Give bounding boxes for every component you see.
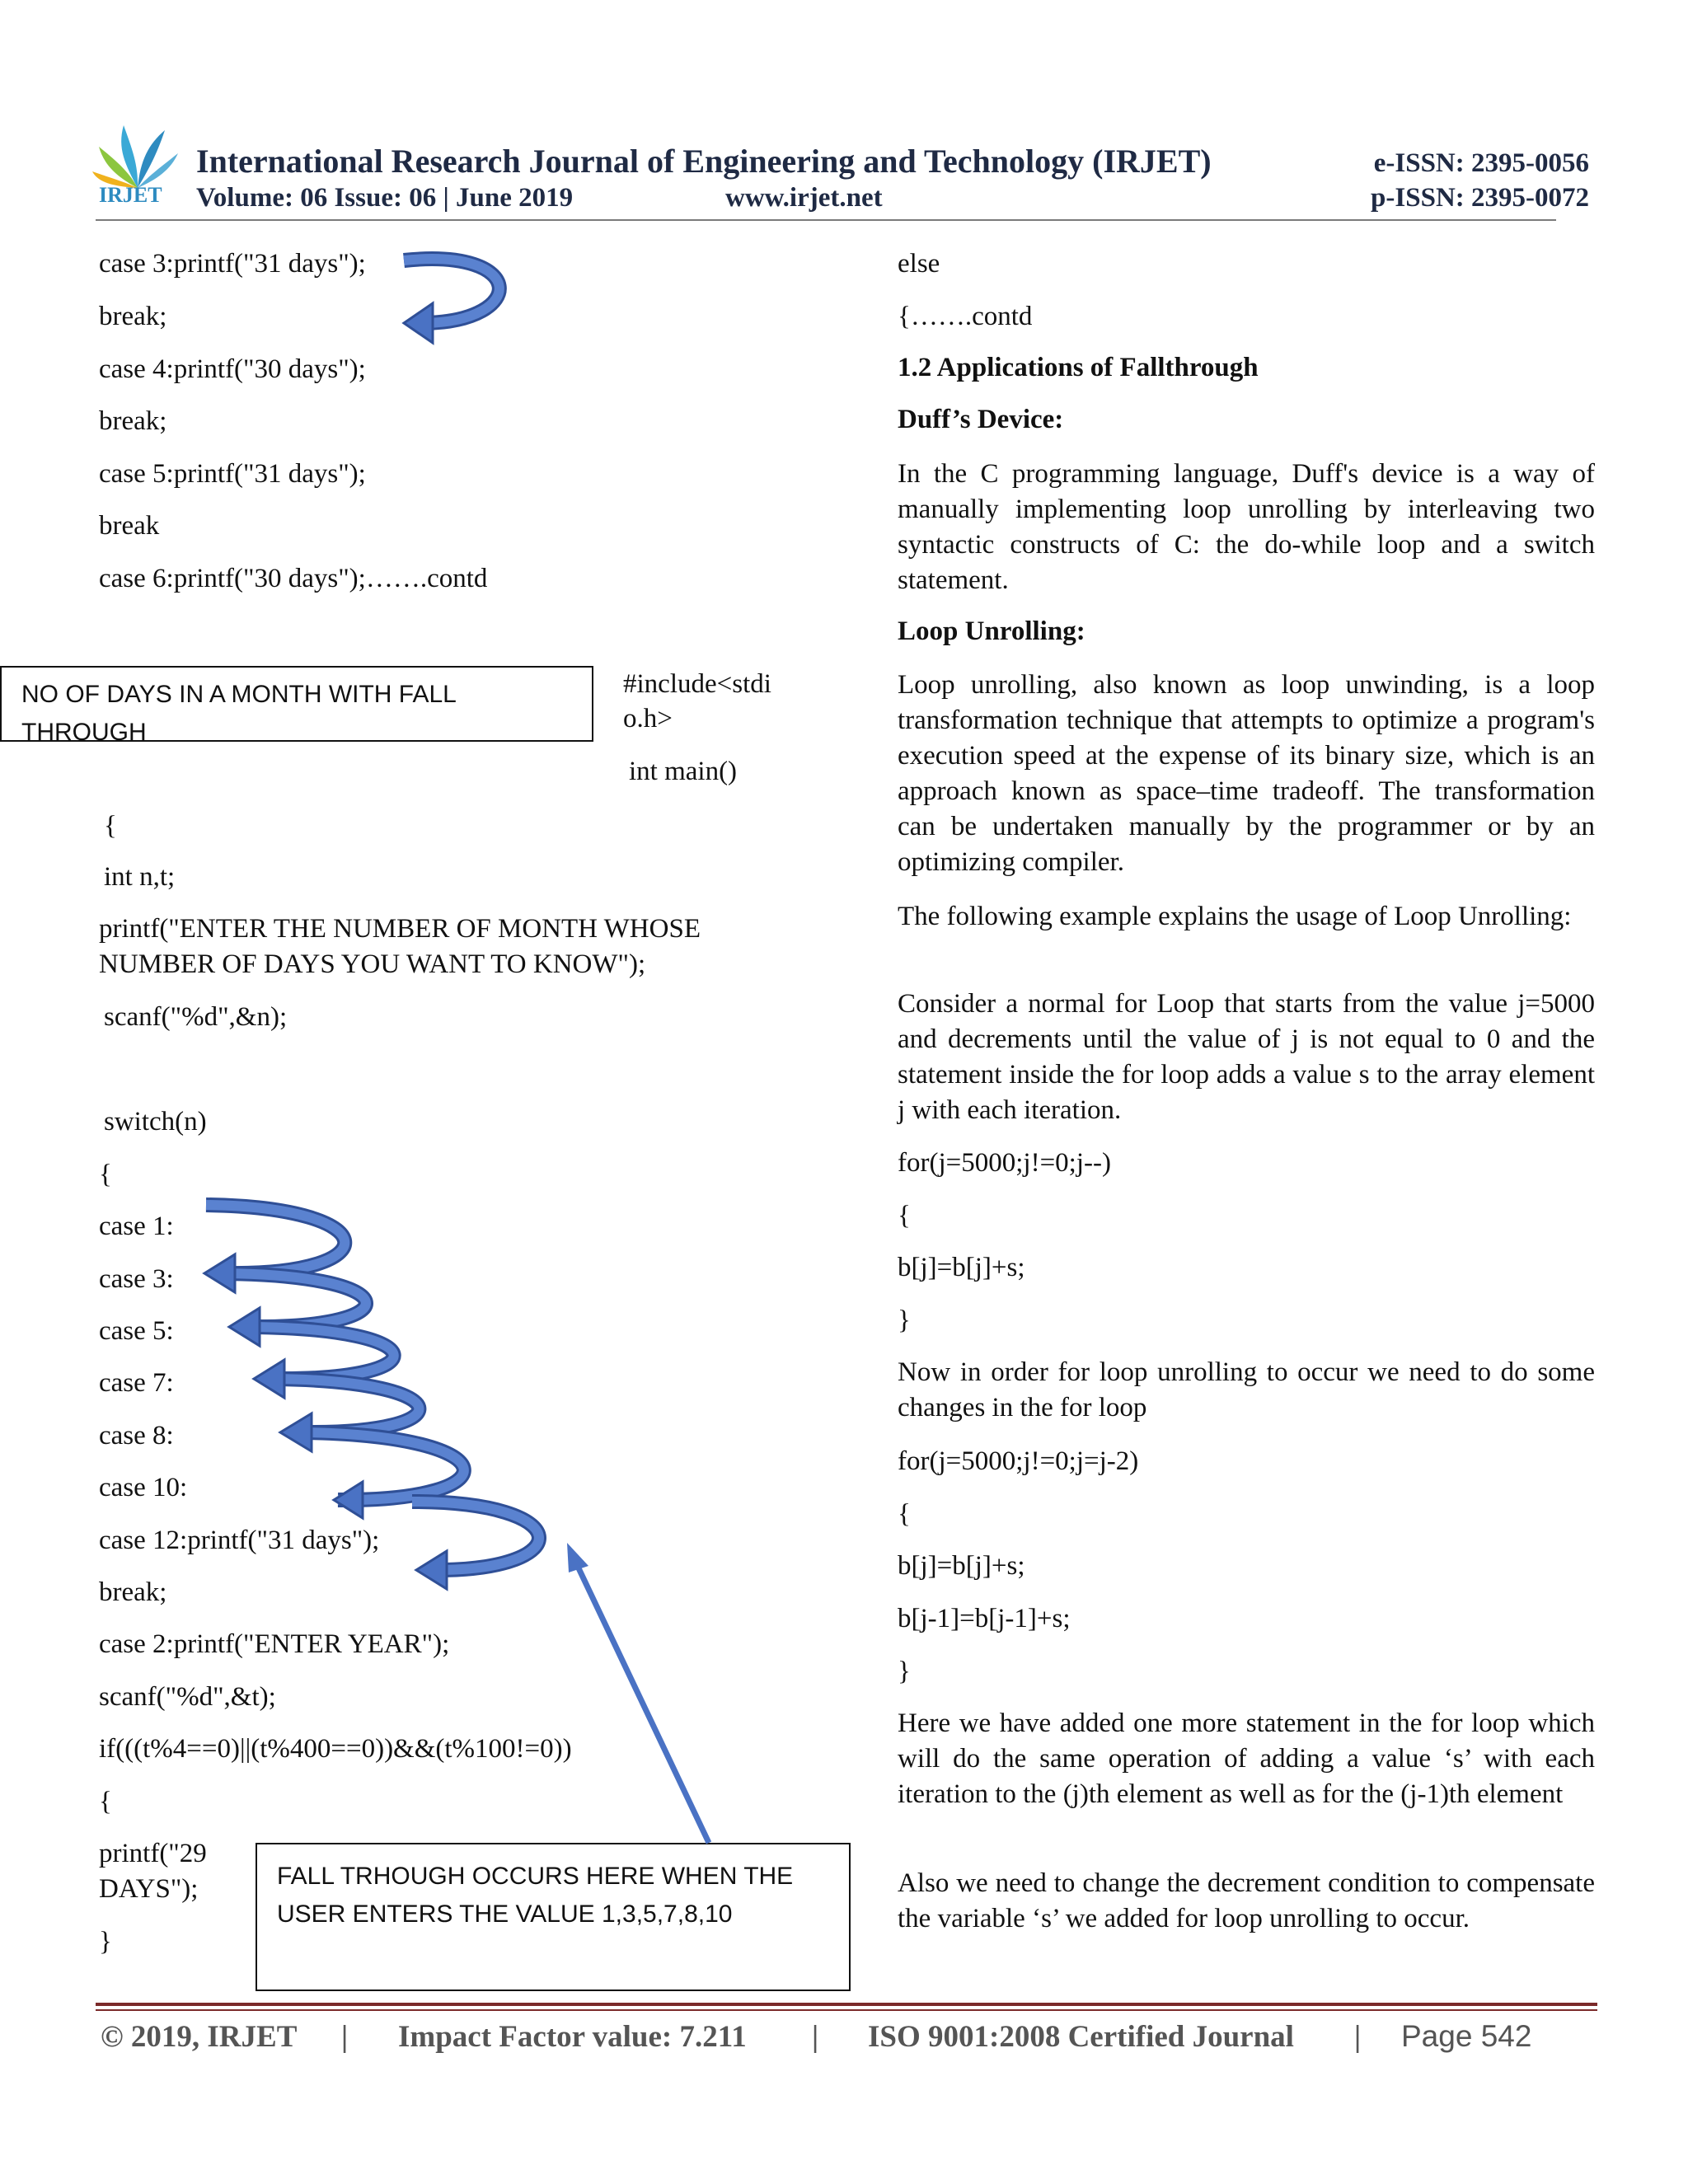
code-line: {	[104, 811, 117, 841]
code-line: break	[99, 511, 160, 541]
code-line: if(((t%4==0)||(t%400==0))&&(t%100!=0))	[99, 1734, 572, 1764]
code-line: scanf("%d",&t);	[99, 1682, 276, 1712]
code-line: scanf("%d",&n);	[104, 1002, 288, 1032]
eissn: e-ISSN: 2395-0056	[1373, 148, 1589, 178]
code-line: for(j=5000;j!=0;j--)	[898, 1148, 1111, 1178]
code-line: case 3:printf("31 days");	[99, 249, 366, 279]
code-line: else	[898, 249, 940, 279]
subsection-heading: Loop Unrolling:	[898, 616, 1085, 646]
footer	[0, 2019, 1688, 2069]
code-line: }	[898, 1305, 911, 1335]
code-line: }	[898, 1657, 911, 1686]
include-line: o.h>	[623, 704, 673, 733]
code-line: case 5:printf("31 days");	[99, 459, 366, 489]
code-line: switch(n)	[104, 1107, 207, 1137]
footer-impact-factor: Impact Factor value: 7.211	[398, 2020, 747, 2054]
code-line: {	[898, 1499, 911, 1529]
diagram-title-text: NO OF DAYS IN A MONTH WITH FALL THROUGH	[21, 681, 456, 746]
pointer-arrow-icon	[567, 1543, 709, 1843]
footer-separator: |	[1354, 2020, 1362, 2054]
paragraph: Loop unrolling, also known as loop unwinding, is a loop transformation technique that attempts to optimize a program's execution speed at the expense of its binary size, which is an approach known as space–time tradeoff. The transformation can be undertaken manually by the programmer or by an optimizing compiler.	[898, 670, 1595, 877]
code-line: case 2:printf("ENTER YEAR");	[99, 1629, 450, 1659]
fallthrough-note-text: FALL TRHOUGH OCCURS HERE WHEN THE USER ENTERS THE VALUE 1,3,5,7,8,10	[277, 1863, 794, 1928]
include-line: #include<stdi	[623, 669, 771, 699]
website-link[interactable]: www.irjet.net	[725, 183, 883, 213]
paragraph: The following example explains the usage of Loop Unrolling:	[898, 902, 1572, 931]
code-line: {	[898, 1201, 911, 1230]
logo-text: IRJET	[99, 183, 162, 207]
pissn: p-ISSN: 2395-0072	[1371, 183, 1589, 213]
code-line: DAYS");	[99, 1874, 199, 1904]
code-line: for(j=5000;j!=0;j=j-2)	[898, 1446, 1139, 1476]
fallthrough-arrows	[0, 0, 907, 1896]
code-line: case 4:printf("30 days");	[99, 354, 366, 384]
code-line: printf("29	[99, 1839, 207, 1868]
footer-divider	[96, 2003, 1597, 2006]
loop-arrow-icon	[404, 259, 499, 343]
code-line: case 6:printf("30 days");…….contd	[99, 564, 488, 593]
code-line: b[j-1]=b[j-1]+s;	[898, 1604, 1071, 1633]
footer-page-number: Page 542	[1401, 2019, 1532, 2053]
code-line: b[j]=b[j]+s;	[898, 1551, 1025, 1581]
footer-iso: ISO 9001:2008 Certified Journal	[868, 2020, 1294, 2054]
code-line: }	[99, 1927, 112, 1957]
paragraph: In the C programming language, Duff's device is a way of manually implementing loop unrolling by interleaving two syntactic constructs of C: the do-while loop and a switch statement.	[898, 459, 1595, 595]
case-line: case 5:	[99, 1316, 174, 1346]
paragraph: Now in order for loop unrolling to occur we need to do some changes in the for loop	[898, 1357, 1595, 1422]
code-line: break;	[99, 302, 167, 331]
code-line: {	[99, 1787, 112, 1816]
code-line: int n,t;	[104, 862, 176, 892]
subsection-heading: Duff’s Device:	[898, 405, 1064, 434]
footer-separator: |	[812, 2020, 819, 2054]
code-line: printf("ENTER THE NUMBER OF MONTH WHOSE	[99, 914, 701, 944]
case-line: case 7:	[99, 1368, 174, 1398]
section-heading: 1.2 Applications of Fallthrough	[898, 353, 1259, 382]
code-line: b[j]=b[j]+s;	[898, 1253, 1025, 1282]
case-loop-arrows-icon	[206, 1205, 539, 1570]
case-line: case 12:printf("31 days");	[99, 1526, 380, 1555]
main-line: int main()	[629, 757, 738, 786]
code-line: {…….contd	[898, 302, 1033, 331]
paragraph: Here we have added one more statement in the for loop which will do the same operation of adding a value ‘s’ with each iteration to the (j)th element as well as for the (j-1)th element	[898, 1708, 1595, 1809]
case-line: case 3:	[99, 1264, 174, 1294]
code-line: break;	[99, 406, 167, 436]
footer-divider-thin	[96, 2009, 1597, 2011]
journal-title: International Research Journal of Engineering and Technology (IRJET)	[196, 143, 1212, 180]
footer-separator: |	[341, 2020, 349, 2054]
footer-copyright: © 2019, IRJET	[101, 2020, 298, 2054]
code-line: NUMBER OF DAYS YOU WANT TO KNOW");	[99, 949, 646, 979]
case-line: case 1:	[99, 1212, 174, 1241]
paragraph: Consider a normal for Loop that starts from the value j=5000 and decrements until the value of j is not equal to 0 and the statement inside the for loop adds a value s to the array element j with each iteration.	[898, 989, 1595, 1125]
case-line: case 10:	[99, 1473, 188, 1502]
case-line: case 8:	[99, 1421, 174, 1451]
code-line: {	[99, 1160, 112, 1189]
volume-issue: Volume: 06 Issue: 06 | June 2019	[196, 183, 574, 213]
paragraph: Also we need to change the decrement condition to compensate the variable ‘s’ we added for loop unrolling to occur.	[898, 1868, 1595, 1933]
code-line: break;	[99, 1577, 167, 1607]
